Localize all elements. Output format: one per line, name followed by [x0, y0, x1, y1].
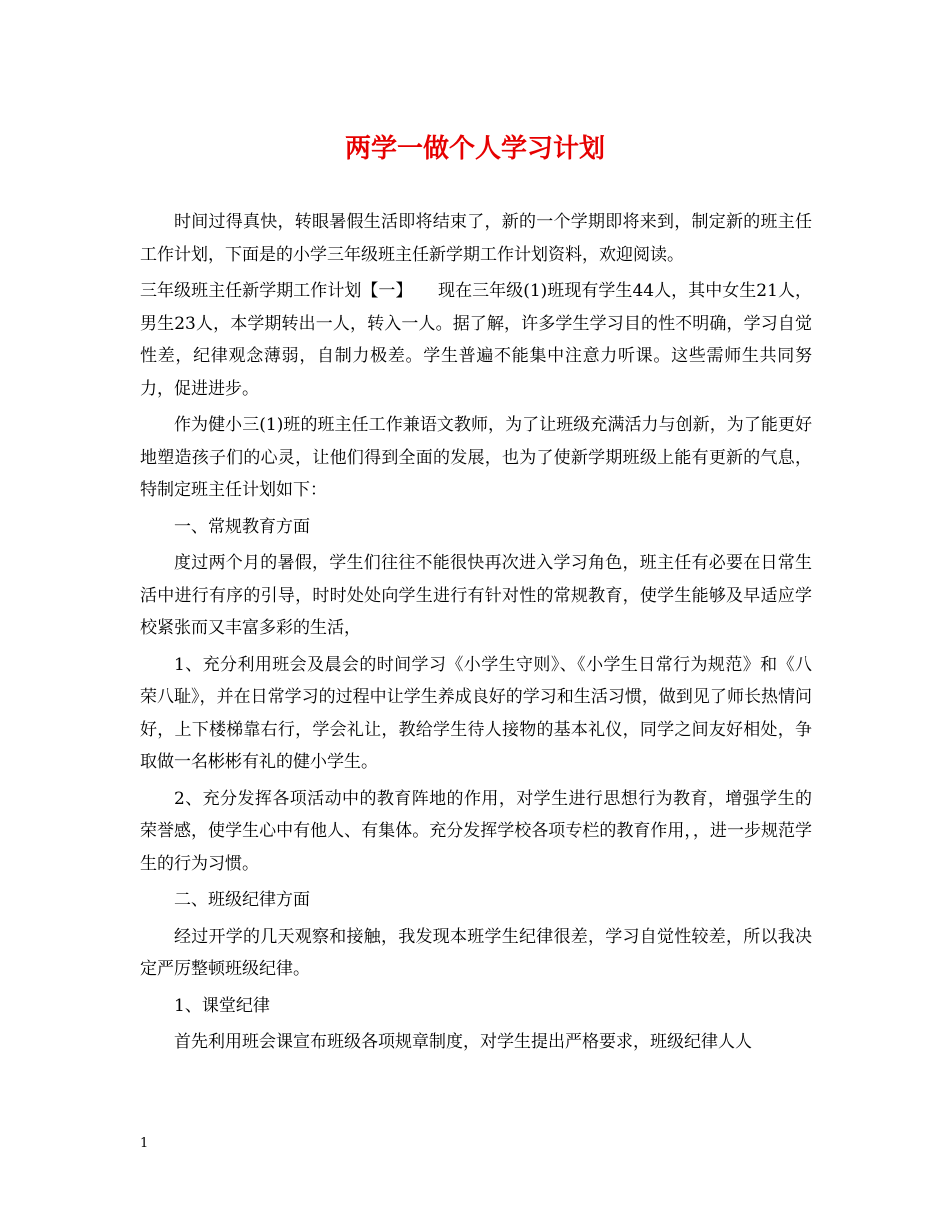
subsection-heading: 1、课堂纪律: [174, 995, 270, 1016]
paragraph: 作为健小三(1)班的班主任工作兼语文教师，为了让班级充满活力与创新，为了能更好地塑造孩子们的心灵，让他们得到全面的发展，也为了使新学期班级上能有更新的气息，特制定班主任计划如下：: [140, 415, 812, 500]
section-heading: 一、常规教育方面: [174, 516, 310, 537]
paragraph: 时间过得真快，转眼暑假生活即将结束了，新的一个学期即将来到，制定新的班主任工作计划，下面是的小学三年级班主任新学期工作计划资料，欢迎阅读。: [140, 212, 812, 265]
paragraph: 1、充分利用班会及晨会的时间学习《小学生守则》、《小学生日常行为规范》和《八荣八耻》，并在日常学习的过程中让学生养成良好的学习和生活习惯，做到见了师长热情问好，上下楼梯靠右行，学会礼让，教给学生待人接物的基本礼仪，同学之间友好相处，争取做一名彬彬有礼的健小学生。: [140, 654, 812, 772]
paragraph: 三年级班主任新学期工作计划【一】 现在三年级(1)班现有学生44人，其中女生21人，男生23人，本学期转出一人，转入一人。据了解，许多学生学习目的性不明确，学习自觉性差，纪律观念薄弱，自制力极差。学生普遍不能集中注意力听课。这些需师生共同努力，促进进步。: [140, 281, 812, 399]
page-number: 1: [140, 1136, 149, 1151]
paragraph: 经过开学的几天观察和接触，我发现本班学生纪律很差，学习自觉性较差，所以我决定严厉整顿班级纪律。: [140, 926, 812, 979]
document-body: [140, 206, 812, 1059]
paragraph: 2、充分发挥各项活动中的教育阵地的作用，对学生进行思想行为教育，增强学生的荣誉感，使学生心中有他人、有集体。充分发挥学校各项专栏的教育作用，，进一步规范学生的行为习惯。: [140, 788, 812, 874]
section-heading: 二、班级纪律方面: [174, 890, 310, 910]
paragraph: 度过两个月的暑假，学生们往往不能很快再次进入学习角色，班主任有必要在日常生活中进行有序的引导，时时处处向学生进行有针对性的常规教育，使学生能够及早适应学校紧张而又丰富多彩的生活，: [140, 553, 812, 638]
document-title: 两学一做个人学习计划: [344, 134, 605, 164]
paragraph: 首先利用班会课宣布班级各项规章制度，对学生提出严格要求，班级纪律人人: [174, 1032, 752, 1052]
